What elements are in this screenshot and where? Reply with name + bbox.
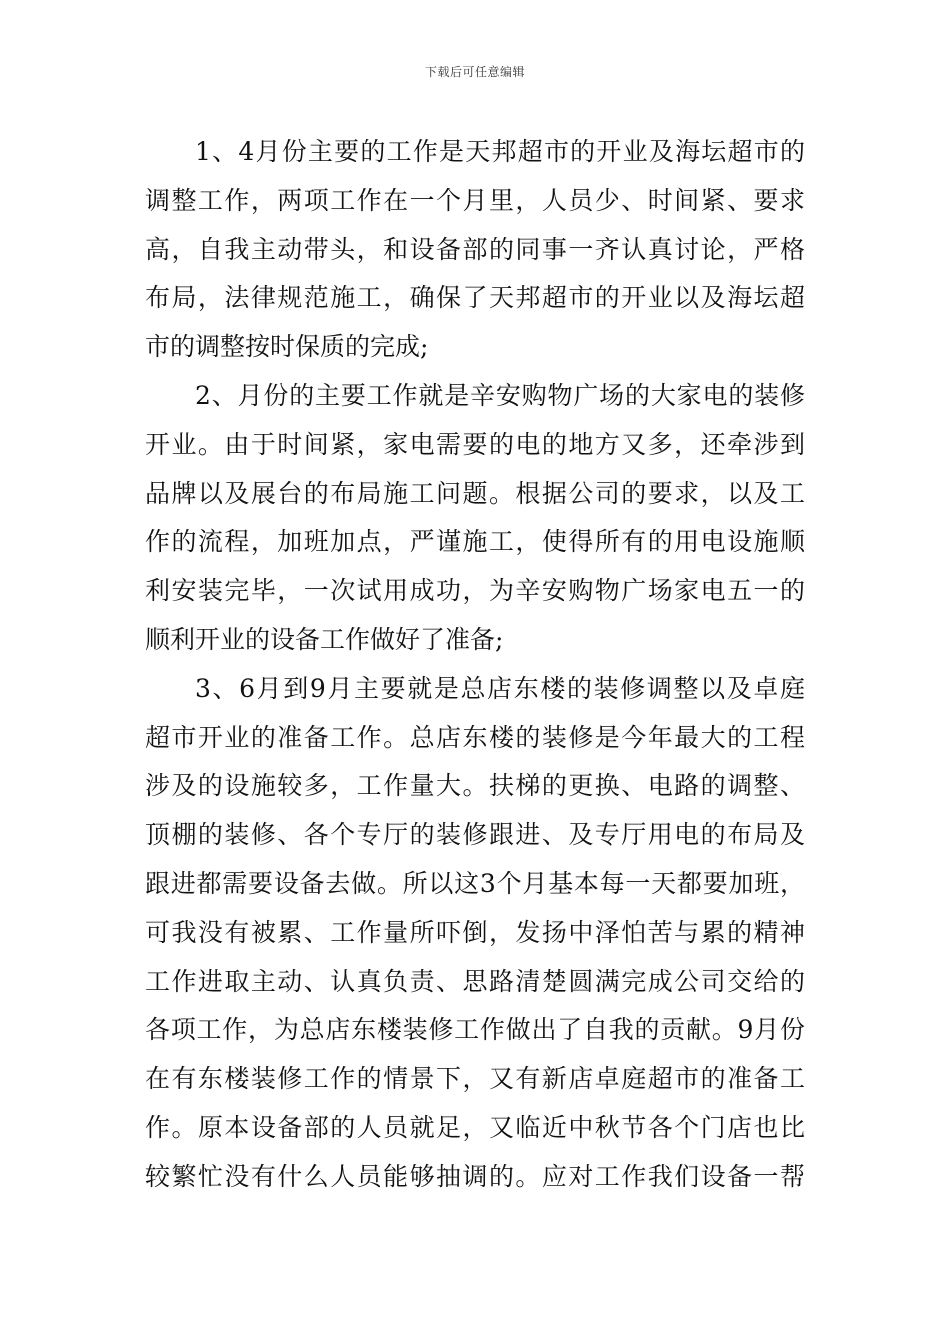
text-line: 超市开业的准备工作。总店东楼的装修是今年最大的工程 bbox=[145, 722, 805, 752]
text-line: 市的调整按时保质的完成; bbox=[145, 332, 429, 362]
text-line: 作的流程，加班加点，严谨施工，使得所有的用电设施顺 bbox=[145, 527, 805, 557]
text-line: 涉及的设施较多，工作量大。扶梯的更换、电路的调整、 bbox=[145, 771, 805, 801]
text-line: 顺利开业的设备工作做好了准备; bbox=[145, 624, 504, 654]
text-line: 较繁忙没有什么人员能够抽调的。应对工作我们设备一帮 bbox=[145, 1161, 805, 1191]
text-line: 利安装完毕，一次试用成功，为辛安购物广场家电五一的 bbox=[145, 576, 805, 606]
page-header: 下载后可任意编辑 bbox=[424, 65, 525, 79]
text-line: 工作进取主动、认真负责、思路清楚圆满完成公司交给的 bbox=[145, 966, 805, 996]
paragraph-2 bbox=[145, 372, 805, 665]
text-line: 高，自我主动带头，和设备部的同事一齐认真讨论，严格 bbox=[145, 234, 805, 264]
paragraph-1 bbox=[145, 128, 805, 372]
text-line: 布局，法律规范施工，确保了天邦超市的开业以及海坛超 bbox=[145, 283, 805, 313]
paragraph-3 bbox=[145, 665, 805, 1202]
text-line: 1、4月份主要的工作是天邦超市的开业及海坛超市的 bbox=[195, 137, 805, 166]
text-line: 2、月份的主要工作就是辛安购物广场的大家电的装修 bbox=[195, 380, 805, 410]
text-line: 品牌以及展台的布局施工问题。根据公司的要求，以及工 bbox=[145, 478, 805, 508]
text-line: 调整工作，两项工作在一个月里，人员少、时间紧、要求 bbox=[145, 185, 805, 215]
text-line: 在有东楼装修工作的情景下，又有新店卓庭超市的准备工 bbox=[145, 1064, 805, 1094]
text-line: 各项工作，为总店东楼装修工作做出了自我的贡献。9月份 bbox=[145, 1015, 805, 1045]
text-line: 跟进都需要设备去做。所以这3个月基本每一天都要加班， bbox=[145, 868, 805, 898]
text-line: 顶棚的装修、各个专厅的装修跟进、及专厅用电的布局及 bbox=[145, 820, 805, 850]
text-line: 开业。由于时间紧，家电需要的电的地方又多，还牵涉到 bbox=[145, 429, 805, 459]
document-body bbox=[145, 128, 805, 1202]
text-line: 3、6月到9月主要就是总店东楼的装修调整以及卓庭 bbox=[195, 673, 805, 703]
text-line: 可我没有被累、工作量所吓倒，发扬中泽怕苦与累的精神 bbox=[145, 917, 805, 947]
text-line: 作。原本设备部的人员就足，又临近中秋节各个门店也比 bbox=[145, 1112, 805, 1142]
